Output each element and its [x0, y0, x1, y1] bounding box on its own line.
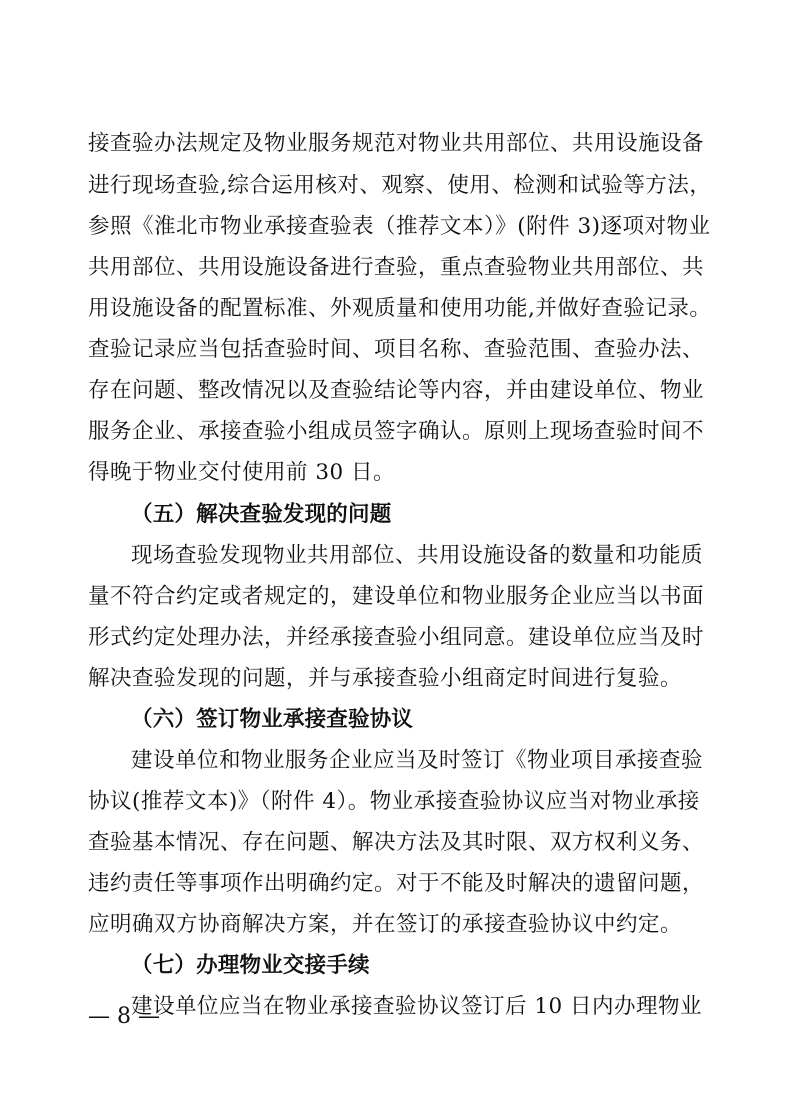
paragraph-line: 形式约定处理办法，并经承接查验小组同意。建设单位应当及时 [88, 625, 705, 650]
section-heading-5: （五）解决查验发现的问题 [131, 502, 392, 527]
paragraph-line: 量不符合约定或者规定的，建设单位和物业服务企业应当以书面 [88, 584, 705, 609]
section-heading-7: （七）办理物业交接手续 [131, 953, 370, 978]
section-heading-6: （六）签订物业承接查验协议 [131, 707, 414, 732]
paragraph-line: 用设施设备的配置标准、外观质量和使用功能,并做好查验记录。 [88, 296, 712, 321]
paragraph-line: 共用部位、共用设施设备进行查验，重点查验物业共用部位、共 [88, 255, 705, 280]
paragraph-line: 查验记录应当包括查验时间、项目名称、查验范围、查验办法、 [88, 337, 705, 362]
paragraph-line: 解决查验发现的问题，并与承接查验小组商定时间进行复验。 [88, 666, 683, 691]
page-number: — 8 — [88, 1004, 160, 1029]
paragraph-line: 参照《淮北市物业承接查验表（推荐文本）》(附件 3)逐项对物业 [88, 214, 711, 239]
paragraph-line: 协议(推荐文本)》（附件 4）。物业承接查验协议应当对物业承接 [88, 789, 700, 814]
paragraph-line: 服务企业、承接查验小组成员签字确认。原则上现场查验时间不 [88, 419, 705, 444]
paragraph-line: 存在问题、整改情况以及查验结论等内容，并由建设单位、物业 [88, 378, 705, 403]
paragraph-line: 得晚于物业交付使用前 30 日。 [88, 460, 396, 485]
paragraph-line: 查验基本情况、存在问题、解决方法及其时限、双方权利义务、 [88, 830, 705, 855]
paragraph-line: 应明确双方协商解决方案，并在签订的承接查验协议中约定。 [88, 912, 683, 937]
paragraph-line: 建设单位和物业服务企业应当及时签订《物业项目承接查验 [131, 748, 704, 773]
paragraph-line: 建设单位应当在物业承接查验协议签订后 10 日内办理物业 [131, 994, 703, 1019]
paragraph-line: 进行现场查验,综合运用核对、观察、使用、检测和试验等方法， [88, 173, 712, 198]
paragraph-line: 接查验办法规定及物业服务规范对物业共用部位、共用设施设备 [88, 131, 705, 156]
paragraph-line: 违约责任等事项作出明确约定。对于不能及时解决的遗留问题， [88, 871, 705, 896]
paragraph-line: 现场查验发现物业共用部位、共用设施设备的数量和功能质 [131, 543, 704, 568]
